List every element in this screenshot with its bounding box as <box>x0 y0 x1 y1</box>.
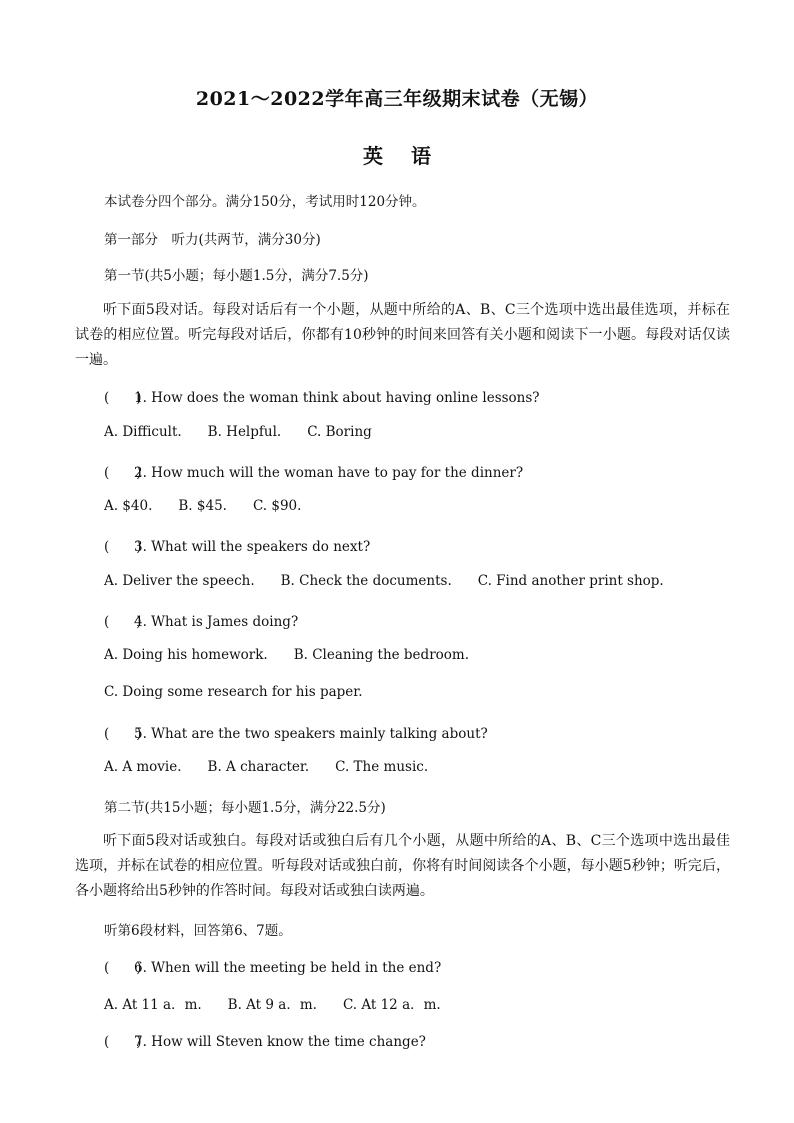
exam-intro: 本试卷分四个部分。满分150分，考试用时120分钟。 <box>104 194 426 210</box>
question-stem: 7. How will Steven know the time change? <box>134 1034 426 1050</box>
question-4-options <box>104 647 495 663</box>
option-a: A. Difficult. <box>104 424 182 440</box>
option-b: B. A character. <box>207 759 310 775</box>
question-7 <box>104 1030 426 1050</box>
option-b: B. $45. <box>178 498 227 514</box>
question-1-options <box>104 424 398 440</box>
option-a: A. Doing his homework. <box>104 647 268 663</box>
question-stem: 2. How much will the woman have to pay for the dinner? <box>134 465 524 481</box>
section1-heading: 第一节(共5小题；每小题1.5分，满分7.5分) <box>104 268 369 284</box>
option-c: C. $90. <box>252 498 302 514</box>
exam-title: 2021～2022学年高三年级期末试卷（无锡） <box>195 88 599 110</box>
question-6 <box>104 956 441 976</box>
question-stem: 5. What are the two speakers mainly talking about? <box>134 726 488 742</box>
question-stem: 1. How does the woman think about having online lessons? <box>134 390 540 406</box>
question-3-options <box>104 573 690 589</box>
option-c: C. Boring <box>307 424 372 440</box>
option-a: A. At 11 a．m. <box>104 997 202 1013</box>
section2-heading: 第二节(共15小题；每小题1.5分，满分22.5分) <box>104 800 386 816</box>
subject-title: 英语 <box>363 144 459 168</box>
option-a: A. Deliver the speech. <box>104 573 255 589</box>
question-5-options <box>104 759 454 775</box>
option-b: B. Cleaning the bedroom. <box>293 647 469 663</box>
option-c: C. At 12 a．m. <box>342 997 441 1013</box>
question-4-option-c: C. Doing some research for his paper. <box>104 684 363 700</box>
option-b: B. Check the documents. <box>280 573 452 589</box>
answer-blank[interactable]: ( ) <box>104 726 142 742</box>
option-a: A. $40. <box>104 498 153 514</box>
option-b: B. Helpful. <box>207 424 282 440</box>
question-6-options <box>104 993 467 1013</box>
option-b: B. At 9 a．m. <box>227 997 317 1013</box>
section1-instructions: 听下面5段对话。每段对话后有一个小题，从题中所给的A、B、C三个选项中选出最佳选项，并标在试卷的相应位置。听完每段对话后，你都有10秒钟的时间来回答有关小题和阅读下一小题。每段对话仅读一遍。 <box>75 302 730 368</box>
question-5 <box>104 722 488 742</box>
answer-blank[interactable]: ( ) <box>104 960 142 976</box>
answer-blank[interactable]: ( ) <box>104 1034 142 1050</box>
question-4 <box>104 610 298 630</box>
question-3 <box>104 535 370 555</box>
question-2-options <box>104 498 327 514</box>
material-6-heading: 听第6段材料，回答第6、7题。 <box>104 923 292 939</box>
question-stem: 6. When will the meeting be held in the end? <box>134 960 442 976</box>
part1-heading: 第一部分 听力(共两节，满分30分) <box>104 232 321 248</box>
option-c: C. Find another print shop. <box>477 573 664 589</box>
question-stem: 3. What will the speakers do next? <box>134 539 371 555</box>
question-1 <box>104 386 540 406</box>
answer-blank[interactable]: ( ) <box>104 539 142 555</box>
question-2 <box>104 461 523 481</box>
question-stem: 4. What is James doing? <box>134 614 299 630</box>
answer-blank[interactable]: ( ) <box>104 390 142 406</box>
section2-instructions: 听下面5段对话或独白。每段对话或独白后有几个小题，从题中所给的A、B、C三个选项中选出最佳选项，并标在试卷的相应位置。听每段对话或独白前，你将有时间阅读各个小题，每小题5秒钟；听完后，各小题将给出5秒钟的作答时间。每段对话或独白读两遍。 <box>75 833 730 899</box>
option-c: C. The music. <box>335 759 429 775</box>
answer-blank[interactable]: ( ) <box>104 465 142 481</box>
answer-blank[interactable]: ( ) <box>104 614 142 630</box>
option-a: A. A movie. <box>104 759 182 775</box>
